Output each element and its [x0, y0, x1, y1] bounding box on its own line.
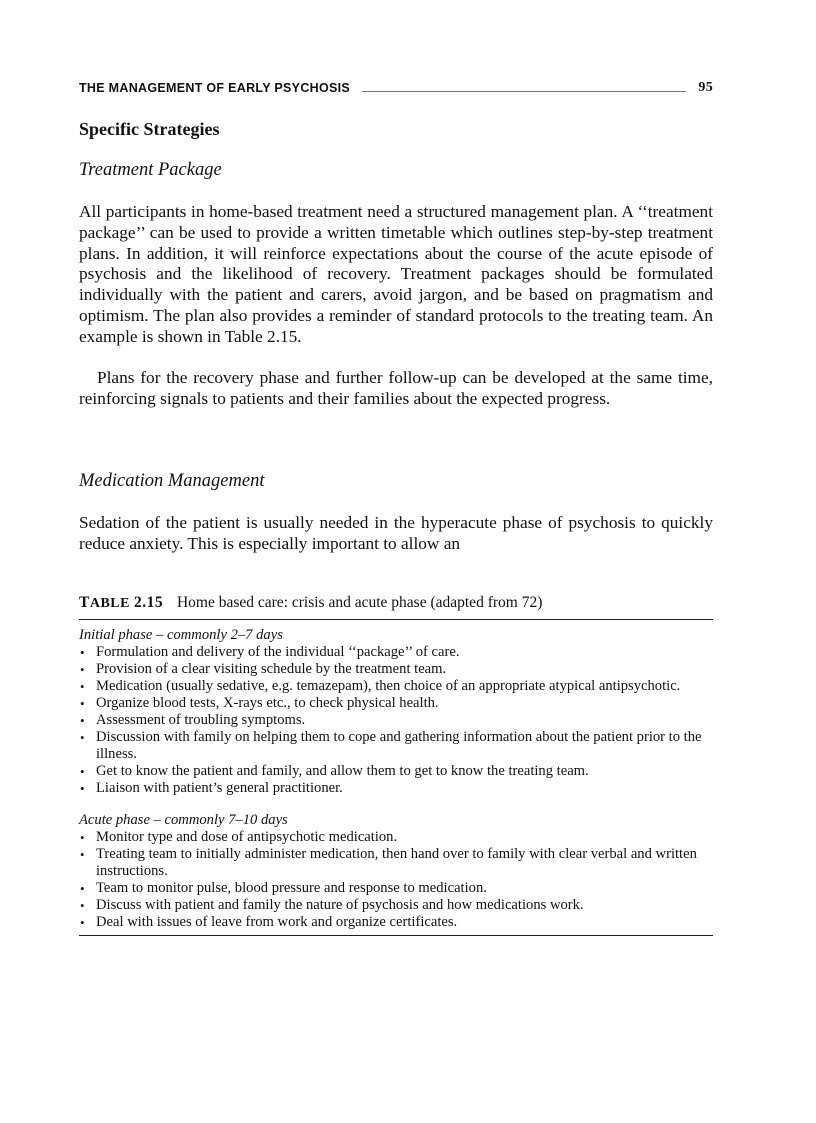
- table-list-item-text: Discuss with patient and family the nature of psychosis and how medications work.: [96, 897, 584, 913]
- table-list-item: [79, 880, 713, 897]
- table-caption-text: Home based care: crisis and acute phase (adapted from 72): [176, 594, 543, 611]
- bullet-icon: •: [80, 679, 85, 694]
- table-list-item: [79, 712, 713, 729]
- table-phase-title: Acute phase – commonly 7–10 days: [79, 812, 288, 828]
- table-label: TABLE 2.15: [79, 594, 164, 611]
- table-list-item: [79, 897, 713, 914]
- subsection-title-medication-management: Medication Management: [79, 471, 265, 491]
- table-list-item-text: Provision of a clear visiting schedule by the treatment team.: [96, 661, 447, 677]
- table-list-item-text: Formulation and delivery of the individual ‘‘package’’ of care.: [96, 644, 460, 660]
- table-list-item: [79, 678, 713, 695]
- table-list-item: [79, 914, 713, 931]
- table-list-item: [79, 729, 713, 763]
- table-list-item: [79, 780, 713, 797]
- table-list-item-text: Get to know the patient and family, and allow them to get to know the treating team.: [96, 763, 589, 779]
- bullet-icon: •: [80, 830, 85, 845]
- table-2-15: [79, 593, 713, 936]
- table-list-item: [79, 846, 713, 880]
- table-list-item: [79, 695, 713, 712]
- table-bullet-list: [79, 644, 713, 797]
- table-list-item: [79, 763, 713, 780]
- table-list-item-text: Liaison with patient’s general practitioner.: [96, 780, 343, 796]
- bullet-icon: •: [80, 764, 85, 779]
- table-list-item-text: Assessment of troubling symptoms.: [96, 712, 306, 728]
- table-top-rule: [79, 619, 713, 620]
- table-list-item-text: Team to monitor pulse, blood pressure and response to medication.: [96, 880, 487, 896]
- table-list-item-text: Monitor type and dose of antipsychotic medication.: [96, 829, 398, 845]
- bullet-icon: •: [80, 696, 85, 711]
- running-head-rule: [362, 91, 686, 92]
- table-phase-title: Initial phase – commonly 2–7 days: [79, 627, 283, 643]
- bullet-icon: •: [80, 662, 85, 677]
- running-head: [79, 80, 713, 96]
- table-body: [79, 627, 713, 931]
- subsection-title-treatment-package: Treatment Package: [79, 160, 222, 180]
- section-title: Specific Strategies: [79, 119, 220, 139]
- page-number: 95: [698, 80, 713, 95]
- table-list-item: [79, 644, 713, 661]
- table-caption: [79, 593, 713, 619]
- table-list-item-text: Discussion with family on helping them to cope and gathering information about the patient prior to the illness.: [96, 729, 702, 762]
- table-bullet-list: [79, 829, 713, 931]
- bullet-icon: •: [80, 847, 85, 862]
- table-list-item-text: Deal with issues of leave from work and organize certificates.: [96, 914, 458, 930]
- paragraph: Plans for the recovery phase and further follow-up can be developed at the same time, reinforcing signals to patients and their families about the expected progress.: [79, 368, 713, 408]
- bullet-icon: •: [80, 713, 85, 728]
- bullet-icon: •: [80, 645, 85, 660]
- table-list-item-text: Organize blood tests, X-rays etc., to check physical health.: [96, 695, 439, 711]
- table-bottom-rule: [79, 935, 713, 936]
- bullet-icon: •: [80, 881, 85, 896]
- paragraph: All participants in home-based treatment need a structured management plan. A ‘‘treatment package’’ can be used to provide a written timetable which outlines step-by-step treatment plans. In addition, it will reinforce expectations about the course of the acute episode of psychosis and the likelihood of recovery. Treatment packages should be formulated individually with the patient and carers, avoid jargon, and be based on pragmatism and optimism. The plan also provides a reminder of standard protocols to the treating team. An example is shown in Table 2.15.: [79, 202, 713, 346]
- bullet-icon: •: [80, 898, 85, 913]
- paragraph: Sedation of the patient is usually needed in the hyperacute phase of psychosis to quickly reduce anxiety. This is especially important to allow an: [79, 513, 713, 553]
- bullet-icon: •: [80, 730, 85, 745]
- table-list-item-text: Treating team to initially administer medication, then hand over to family with clear verbal and written instructions.: [96, 846, 697, 879]
- bullet-icon: •: [80, 915, 85, 930]
- table-list-item: [79, 661, 713, 678]
- table-list-item: [79, 829, 713, 846]
- bullet-icon: •: [80, 781, 85, 796]
- table-list-item-text: Medication (usually sedative, e.g. temazepam), then choice of an appropriate atypical antipsychotic.: [96, 678, 681, 694]
- running-head-title: THE MANAGEMENT OF EARLY PSYCHOSIS: [79, 81, 351, 95]
